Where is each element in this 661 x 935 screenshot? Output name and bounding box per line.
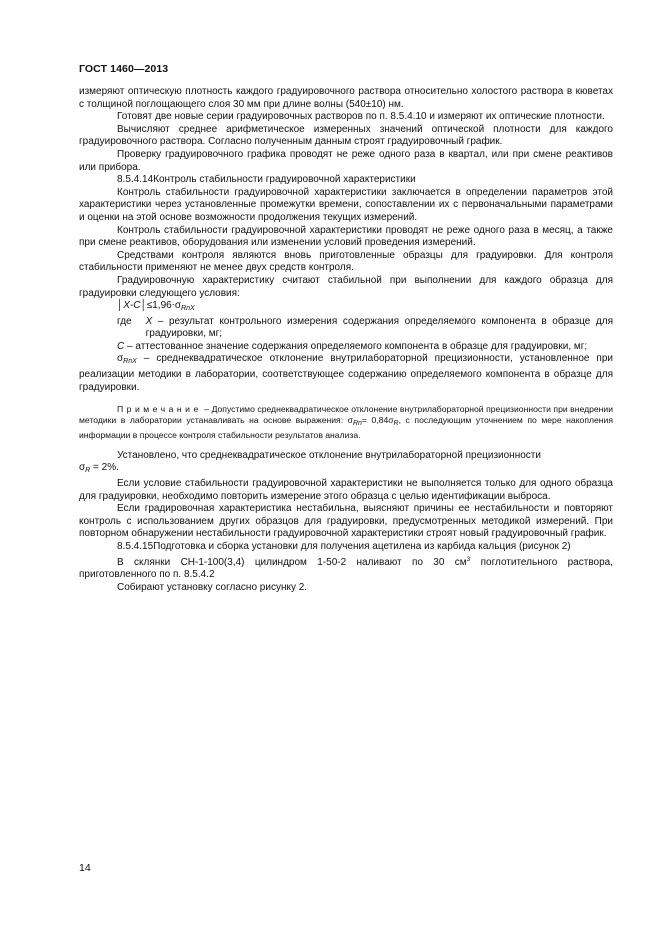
paragraph: Контроль стабильности градуировочной характеристики проводят не реже одного раза в месяц, а также при смене реактивов, оборудования или изменении условий проведения измерений. [79, 224, 613, 249]
variable-c: C [117, 340, 125, 352]
paragraph: Если условие стабильности градуировочной характеристики не выполняется только для одного образца для градуировки, необходимо повторить измерение этого образца с целью идентификации выброса. [79, 478, 613, 502]
paragraph: Если градировочная характеристика нестабильна, выясняют причины ее нестабильности и повторяют контроль с использованием других образцов для градуировки, предусмотренных методикой измерений. При повторном обнаружении нестабильности градуировочной характеристики строят новый градуировочный график. [79, 503, 613, 540]
where-x-text [132, 316, 613, 341]
note-sigma-2: σ [388, 415, 394, 426]
paragraph: Проверку градуировочного графика проводят не реже одного раза в квартал, или при смене реактивов или прибора. [79, 148, 613, 173]
page-number: 14 [79, 862, 91, 874]
note-text-a: – Допустимо среднеквадратическое отклонение внутрилабораторной прецизионности при внедрении методики в лаборатории устанавливать на основе выражения: [79, 404, 613, 426]
paragraph: Установлено, что среднеквадратическое отклонение внутрилабораторной прецизионности [117, 449, 541, 461]
document-body [79, 86, 613, 594]
definition-x: – результат контрольного измерения содержания определяемого компонента в образце для градуировки, мг; [145, 315, 613, 340]
section-heading: 8.5.4.14Контроль стабильности градуировочной характеристики [117, 174, 416, 186]
sigma-symbol: σ [117, 353, 124, 365]
sigma-subscript: RnX [123, 358, 137, 366]
sigma-value-line [79, 462, 613, 478]
paragraph: Средствами контроля являются вновь приготовленные образцы для градуировки. Для контроля стабильности применяют не менее двух средств контроля. [79, 249, 613, 274]
paragraph [79, 554, 613, 582]
where-c-definition [79, 341, 613, 354]
where-x-definition [79, 316, 613, 341]
formula-abs-left: │ [117, 300, 124, 312]
note [79, 404, 613, 441]
paragraph: Вычисляют среднее арифметическое измеренных значений оптической плотности для каждого градуировочного раствора. Согласно полученным данным строят градуировочный график. [79, 123, 613, 148]
note-sigma-2-sub: R [393, 420, 399, 428]
paragraph-part: В склянки СН-1-100(3,4) цилиндром 1-50-2 наливают по 30 см [117, 556, 467, 568]
paragraph: Контроль стабильности градуировочной характеристики заключается в определении параметров этой характеристики через установленные промежутки времени, сопоставлении их с первоначальными параметрами и оценки на этой основе возможности продолжения текущих измерений. [79, 186, 613, 223]
variable-x: X [145, 315, 153, 327]
note-label: Примечание [117, 404, 202, 415]
paragraph: Градуировочную характеристику считают стабильной при выполнении для каждого образца для градуировки следующего условия: [79, 274, 613, 299]
note-sigma-1-sub: Rn [352, 420, 362, 428]
sigma-r-sub: R [85, 467, 91, 475]
note-sigma-1: σ [347, 415, 353, 426]
paragraph: Собирают установку согласно рисунку 2. [117, 581, 308, 593]
superscript: 3 [466, 555, 471, 563]
formula-relation: ≤1,96⋅σ [146, 300, 182, 312]
spacer [79, 394, 613, 404]
definition-c: – аттестованное значение содержания определяемого компонента в образце для градуировки, мг; [124, 340, 588, 352]
formula-subscript: RnX [181, 305, 195, 313]
stability-formula [79, 300, 613, 316]
definition-sigma: – среднеквадратическое отклонение внутрилабораторной прецизионности, установленное при реализации методики в лаборатории, соответствующее содержанию определяемого компонента в образце для градуировки. [79, 353, 613, 393]
formula-abs-right: │ [140, 300, 147, 312]
note-text-b: , с последующим уточнением по мере накопления информации в процессе контроля стабильности результатов анализа. [79, 415, 613, 440]
spacer [79, 441, 613, 450]
section-heading: 8.5.4.15Подготовка и сборка установки для получения ацетилена из карбида кальция (рисунок 2) [117, 541, 571, 553]
where-sigma-definition [79, 353, 613, 394]
where-label: где [117, 315, 132, 327]
sigma-r-value: = 2%. [90, 462, 119, 474]
paragraph: Готовят две новые серии градуировочных растворов по п. 8.5.4.10 и измеряют их оптические плотности. [117, 111, 605, 123]
paragraph: измеряют оптическую плотность каждого градуировочного раствора относительно холостого раствора в кюветах с толщиной поглощающего слоя 30 мм при длине волны (540±10) нм. [79, 86, 613, 110]
page-header: ГОСТ 1460—2013 [79, 63, 169, 75]
note-mid: = 0,84 [361, 415, 389, 426]
paragraph-part: поглотительного раствора, приготовленного по п. 8.5.4.2 [79, 556, 613, 581]
formula-expression: X-C [123, 300, 141, 312]
sigma-r-symbol: σ [79, 462, 86, 474]
